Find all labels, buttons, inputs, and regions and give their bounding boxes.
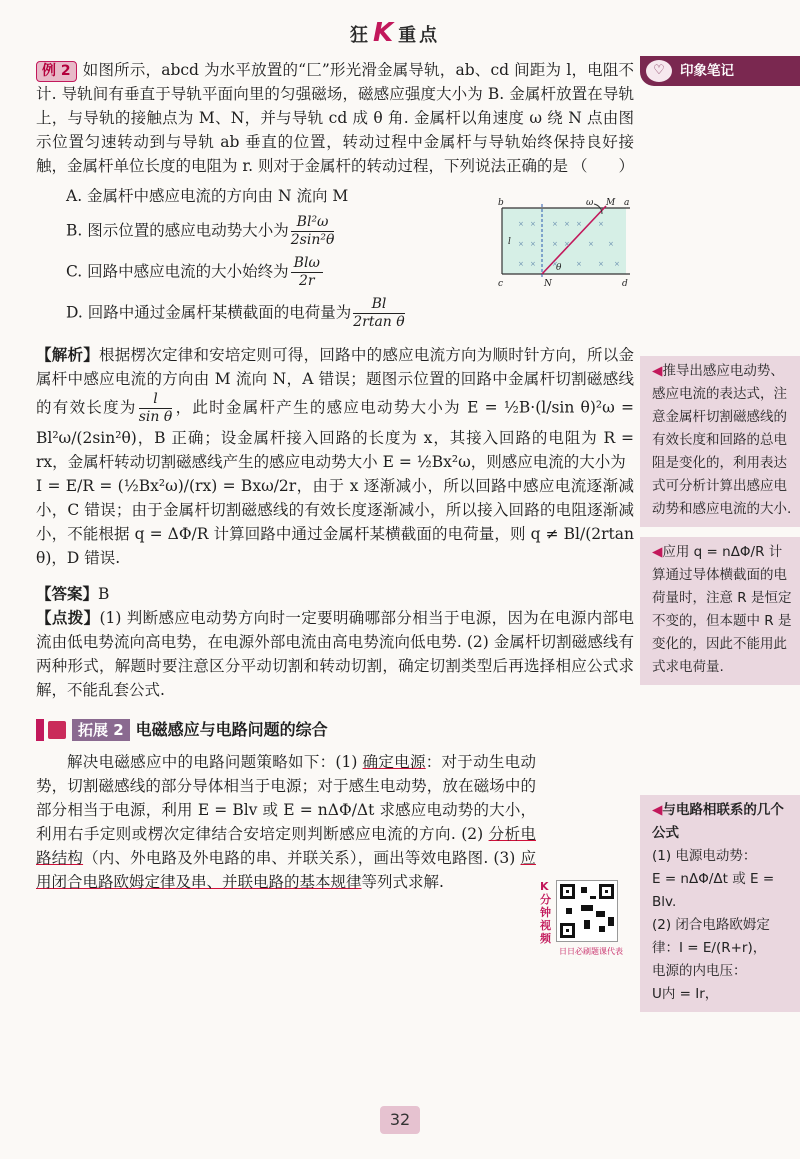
svg-text:ω: ω: [586, 198, 594, 208]
svg-text:b: b: [498, 198, 504, 208]
example-stem: 例 2 如图所示，abcd 为水平放置的“匚”形光滑金属导轨，ab、cd 间距为 l，电阻不计. 导轨间有垂直于导轨平面向里的匀强磁场，磁感应强度大小为 B. 金属杆放置在导轨上，与导轨的接触点为 M、N，并与导轨 cd 成 θ 角. 金属杆以角速度 ω 绕 N 点由图示位置匀速转动到与导轨 ab 垂直的位置，转动过程中金属杆与导轨始终保持良好接触，金属杆单位长度的电阻为 r. 则对于金属杆的转动过程，下列说法正确的是 （ ）: [36, 58, 634, 178]
tip: 【点拨】(1) 判断感应电动势方向时一定要明确哪部分相当于电源，因为在电源内部电流由低电势流向高电势，在电源外部电流由高电势流向低电势. (2) 金属杆切割磁感线有两种形式，解题时要注意区分平动切割和转动切割，确定切割类型后再选择相应公式求解，不能乱套公式.: [36, 609, 634, 699]
svg-text:×: ×: [552, 260, 558, 268]
page-header: [0, 0, 800, 50]
sidebar-note-2: ◀应用 q = nΔΦ/R 计算通过导体横截面的电荷量时，注意 R 是恒定不变的，但本题中 R 是变化的，因此不能用此式求电荷量.: [640, 537, 800, 685]
svg-text:×: ×: [608, 240, 614, 248]
svg-text:×: ×: [588, 240, 594, 248]
qr-code[interactable]: [556, 880, 626, 958]
option-b: B. 图示位置的感应电动势大小为 $\frac{\text{Bl²ω}}{\text{2sin²θ}}$: [66, 214, 335, 248]
example-badge: 例 2: [36, 61, 77, 82]
heading-bar: [36, 719, 44, 741]
main-content: [36, 58, 634, 894]
svg-text:×: ×: [576, 220, 582, 228]
sidebar-header: ♡ 印象笔记: [640, 56, 800, 86]
sidebar: [640, 56, 800, 1012]
svg-text:×: ×: [530, 240, 536, 248]
sidebar-note-3: ◀与电路相联系的几个公式 (1) 电源电动势： E = nΔΦ/Δt 或 E = Blv. (2) 闭合电路欧姆定律：I = E/(R+r)， 电源的内电压： U内 = Ir，: [640, 795, 800, 1012]
extension-title: 电磁感应与电路问题的综合: [135, 720, 328, 739]
svg-text:θ: θ: [556, 263, 562, 273]
analysis: 【解析】根据楞次定律和安培定则可得，回路中的感应电流方向为顺时针方向，所以金属杆中感应电流的方向由 M 流向 N，A 错误；题图示位置的回路中金属杆切割磁感线的有效长度为 $\frac{l}{\text{sin θ}}$ ，此时金属杆产生的感应电动势大小为 E = ½B·(l/sin θ)²ω = Bl²ω/(2sin²θ)，B 正确；设金属杆接入回路的长度为 x，其接入回路的电阻为 R = rx，金属杆转动切割磁感线产生的感应电动势大小 E = ½Bx²ω，则感应电流的大小为: [36, 346, 634, 471]
svg-text:×: ×: [518, 260, 524, 268]
sidebar-note-1: ◀推导出感应电动势、感应电流的表达式，注意金属杆切割磁感线的有效长度和回路的总电阻是变化的，利用表达式可分析计算出感应电动势和感应电流的大小.: [640, 356, 800, 527]
svg-text:c: c: [498, 279, 504, 289]
svg-text:×: ×: [530, 220, 536, 228]
svg-text:×: ×: [518, 220, 524, 228]
svg-text:a: a: [624, 198, 630, 208]
option-a: A. 金属杆中感应电流的方向由 N 流向 M: [66, 187, 349, 205]
svg-text:×: ×: [552, 220, 558, 228]
answer-paren: （ ）: [571, 157, 634, 175]
svg-text:×: ×: [598, 260, 604, 268]
arrow-icon: ◀: [652, 363, 663, 379]
rail-figure: [498, 196, 638, 296]
qr-caption: 日日必刷题课代表: [559, 947, 623, 956]
header-title: 狂K 重点: [350, 18, 441, 48]
option-c: C. 回路中感应电流的大小始终为 $\frac{\text{Blω}}{2r}$: [66, 255, 634, 290]
svg-text:×: ×: [614, 260, 620, 268]
qr-pattern: [556, 880, 618, 942]
svg-text:×: ×: [598, 220, 604, 228]
svg-text:×: ×: [576, 260, 582, 268]
svg-text:N: N: [544, 279, 552, 289]
arrow-icon: ◀: [652, 802, 663, 818]
qr-k-label: K分钟视频: [540, 880, 551, 945]
elephant-icon: ♡: [646, 60, 672, 82]
svg-text:×: ×: [552, 240, 558, 248]
svg-text:×: ×: [564, 240, 570, 248]
svg-text:×: ×: [564, 220, 570, 228]
k-logo: K: [373, 18, 397, 48]
extension-tag: 拓展 2: [72, 719, 130, 741]
extension-body: 解决电磁感应中的电路问题策略如下：(1) 确定电源：对于动生电动势，切割磁感线的部分导体相当于电源；对于感生电动势，放在磁场中的部分相当于电源，利用 E = Blv 或 E = nΔΦ/Δt 求感应电动势的大小，利用右手定则或楞次定律结合安培定则判断感应电流的方向. (2) 分析电路结构（内、外电路及外电路的串、并联关系），画出等效电路图. (3) 应用闭合电路欧姆定律及串、并联电路的基本规律等列式求解.: [36, 753, 536, 891]
extension-heading: [36, 716, 634, 744]
svg-text:×: ×: [530, 260, 536, 268]
page-number: 32: [380, 1106, 420, 1134]
option-d: D. 回路中通过金属杆某横截面的电荷量为 $\frac{Bl}{\text{2rtan θ}}$: [66, 296, 405, 330]
analysis-cont: I = E/R = (½Bx²ω)/(rx) = Bxω/2r，由于 x 逐渐减小，所以回路中感应电流逐渐减小，C 错误；由于金属杆切割磁感线的有效长度逐渐减小，所以接入回路的电阻逐渐减小，不能根据 q = ΔΦ/R 计算回路中通过金属杆某横截面的电荷量，则 q ≠ Bl/(2rtan θ)，D 错误.: [36, 477, 634, 567]
svg-text:M: M: [606, 198, 616, 208]
svg-text:d: d: [622, 279, 628, 289]
book-icon: [48, 721, 66, 739]
answer: 【答案】B: [36, 585, 110, 603]
svg-text:l: l: [508, 237, 511, 247]
svg-text:×: ×: [518, 240, 524, 248]
arrow-icon: ◀: [652, 544, 663, 560]
